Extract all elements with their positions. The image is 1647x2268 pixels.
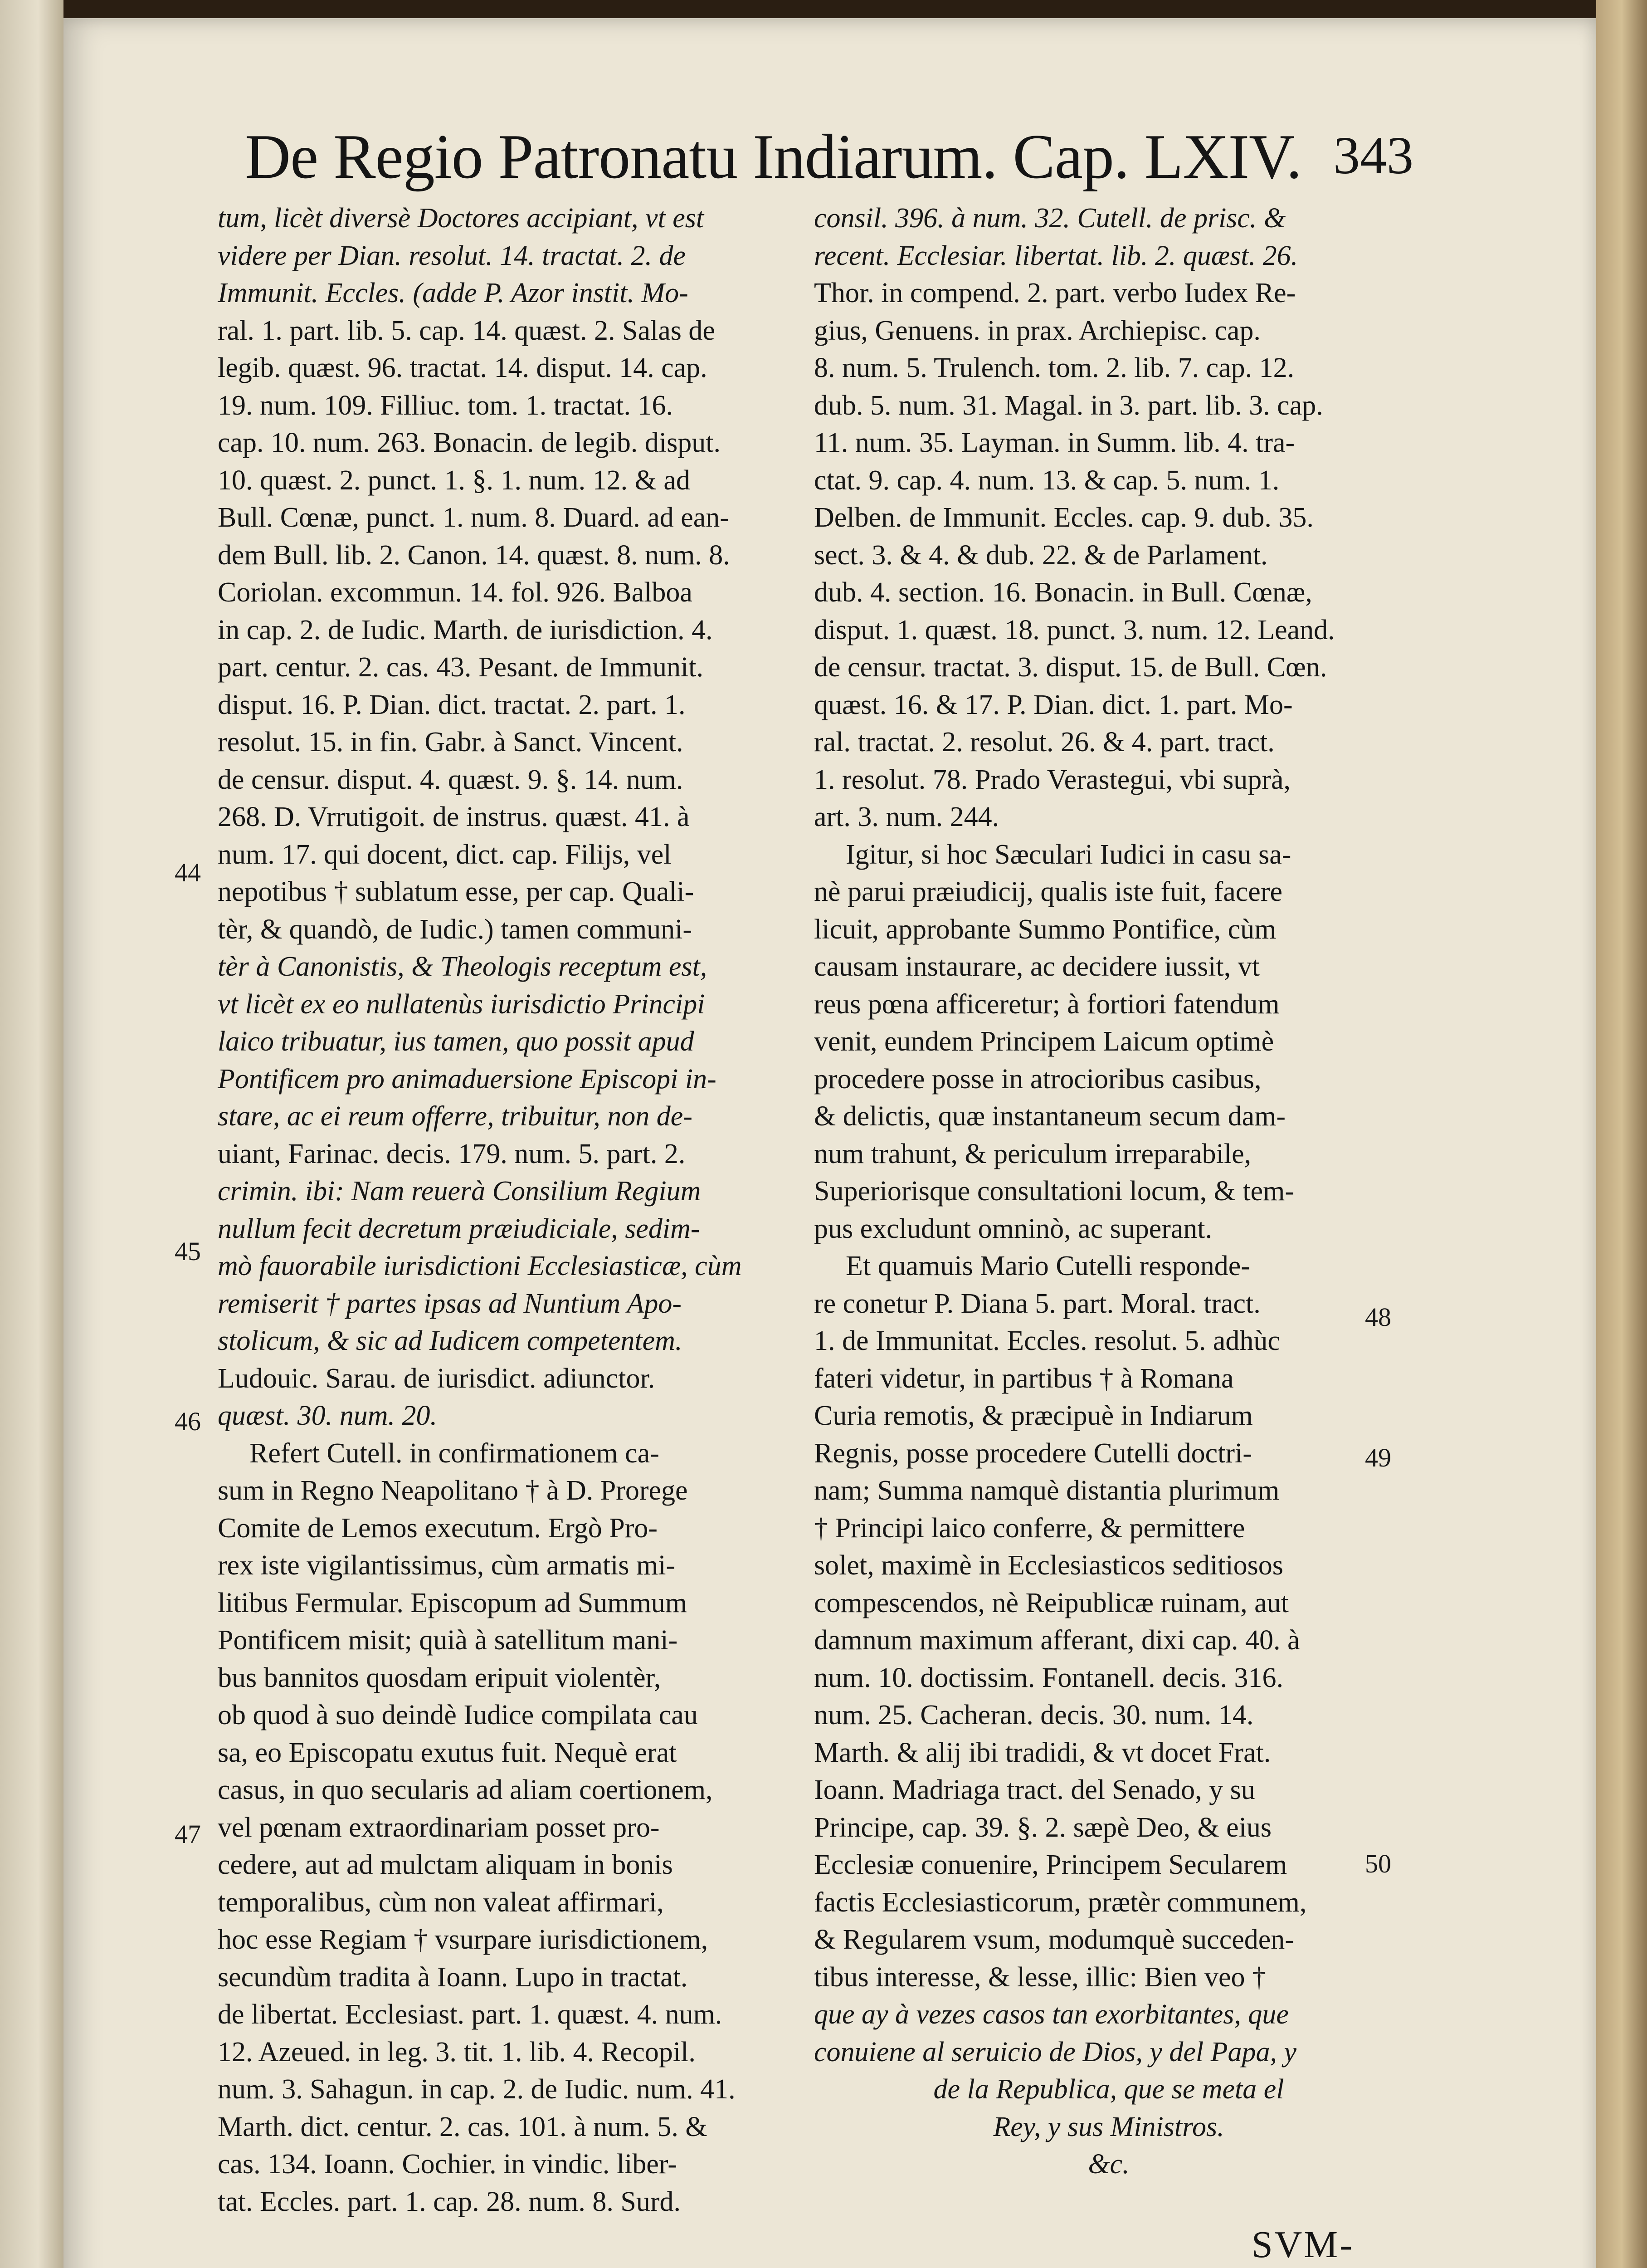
- text-line: venit, eundem Principem Laicum optimè: [814, 1026, 1274, 1057]
- text-line: consil. 396. à num. 32. Cutell. de prisc. &: [814, 203, 1286, 234]
- margin-number-47: 47: [175, 1819, 201, 1849]
- text-line: sa, eo Episcopatu exutus fuit. Nequè erat: [218, 1737, 677, 1768]
- text-line: damnum maximum afferant, dixi cap. 40. à: [814, 1625, 1300, 1656]
- text-line: Refert Cutell. in confirmationem ca-: [249, 1437, 659, 1469]
- text-line: & Regularem vsum, modumquè succeden-: [814, 1924, 1294, 1955]
- text-line: videre per Dian. resolut. 14. tractat. 2. de: [218, 240, 686, 271]
- page-number: 343: [1333, 126, 1413, 185]
- text-line: de la Republica, que se meta el: [933, 2074, 1284, 2105]
- text-line: licuit, approbante Summo Pontifice, cùm: [814, 914, 1277, 945]
- text-line: 8. num. 5. Trulench. tom. 2. lib. 7. cap. 12.: [814, 352, 1295, 383]
- text-line: tibus interesse, & lesse, illic: Bien veo †: [814, 1961, 1266, 1993]
- text-line: pus excludunt omninò, ac superant.: [814, 1213, 1213, 1244]
- text-line: Igitur, si hoc Sæculari Iudici in casu sa-: [846, 839, 1291, 870]
- text-line: legib. quæst. 96. tractat. 14. disput. 14. cap.: [218, 352, 707, 383]
- text-line: ral. 1. part. lib. 5. cap. 14. quæst. 2. Salas de: [218, 315, 715, 346]
- catchword: SVM-: [1252, 2224, 1355, 2266]
- text-line: num. 25. Cacheran. decis. 30. num. 14.: [814, 1700, 1254, 1730]
- page-header: [245, 120, 1469, 211]
- text-line: Thor. in compend. 2. part. verbo Iudex Re-: [814, 278, 1296, 308]
- text-line: in cap. 2. de Iudic. Marth. de iurisdiction. 4.: [218, 614, 713, 645]
- text-line: Bull. Cœnæ, punct. 1. num. 8. Duard. ad ean-: [218, 502, 729, 533]
- text-line: fateri videtur, in partibus † à Romana: [814, 1363, 1234, 1394]
- text-line: Comite de Lemos executum. Ergò Pro-: [218, 1512, 658, 1544]
- text-line: part. centur. 2. cas. 43. Pesant. de Immunit.: [218, 652, 703, 683]
- text-line: tat. Eccles. part. 1. cap. 28. num. 8. Surd.: [218, 2186, 681, 2217]
- text-line: recent. Ecclesiar. libertat. lib. 2. quæst. 26.: [814, 240, 1298, 271]
- margin-number-45: 45: [175, 1237, 201, 1266]
- text-line: † Principi laico conferre, & permittere: [814, 1512, 1245, 1544]
- text-line: Rey, y sus Ministros.: [993, 2111, 1224, 2142]
- text-line: cedere, aut ad mulctam aliquam in bonis: [218, 1849, 673, 1880]
- text-line: Marth. & alij ibi tradidi, & vt docet Frat.: [814, 1737, 1271, 1768]
- text-line: rex iste vigilantissimus, cùm armatis mi-: [218, 1550, 676, 1581]
- text-line: Ioann. Madriaga tract. del Senado, y su: [814, 1774, 1255, 1805]
- text-line: laico tribuatur, ius tamen, quo possit apud: [218, 1026, 694, 1057]
- text-line: Ecclesiæ conuenire, Principem Secularem: [814, 1849, 1287, 1880]
- text-line: dub. 4. section. 16. Bonacin. in Bull. Cœnæ,: [814, 577, 1312, 608]
- text-line: hoc esse Regiam † vsurpare iurisdictionem,: [218, 1924, 708, 1955]
- text-line: Marth. dict. centur. 2. cas. 101. à num. 5. &: [218, 2111, 707, 2142]
- text-line: Coriolan. excommun. 14. fol. 926. Balboa: [218, 577, 692, 608]
- text-line: 1. resolut. 78. Prado Verastegui, vbi suprà,: [814, 764, 1291, 795]
- text-line: disput. 1. quæst. 18. punct. 3. num. 12. Leand.: [814, 614, 1335, 645]
- text-line: que ay à vezes casos tan exorbitantes, que: [814, 1999, 1289, 2030]
- text-line: quæst. 16. & 17. P. Dian. dict. 1. part. Mo-: [814, 689, 1293, 720]
- text-line: sect. 3. & 4. & dub. 22. & de Parlament.: [814, 539, 1268, 571]
- text-line: Principe, cap. 39. §. 2. sæpè Deo, & eius: [814, 1812, 1272, 1843]
- text-line: conuiene al seruicio de Dios, y del Papa, y: [814, 2036, 1297, 2068]
- margin-number-48: 48: [1365, 1302, 1391, 1332]
- text-line: nullum fecit decretum præiudiciale, sedim-: [218, 1213, 700, 1244]
- text-line: num trahunt, & periculum irreparabile,: [814, 1138, 1252, 1169]
- text-line: dub. 5. num. 31. Magal. in 3. part. lib. 3. cap.: [814, 390, 1323, 421]
- text-line: disput. 16. P. Dian. dict. tractat. 2. part. 1.: [218, 689, 686, 720]
- margin-number-49: 49: [1365, 1443, 1391, 1472]
- text-line: de censur. tractat. 3. disput. 15. de Bull. Cœn.: [814, 652, 1327, 683]
- text-line: casus, in quo secularis ad aliam coertionem,: [218, 1774, 713, 1805]
- margin-number-46: 46: [175, 1407, 201, 1436]
- text-line: &c.: [1088, 2149, 1130, 2180]
- text-line: dem Bull. lib. 2. Canon. 14. quæst. 8. num. 8.: [218, 539, 730, 571]
- text-line: litibus Fermular. Episcopum ad Summum: [218, 1587, 687, 1618]
- text-line: crimin. ibi: Nam reuerà Consilium Regium: [218, 1176, 701, 1207]
- text-line: cap. 10. num. 263. Bonacin. de legib. disput.: [218, 427, 721, 458]
- margin-number-44: 44: [175, 858, 201, 887]
- text-line: ctat. 9. cap. 4. num. 13. & cap. 5. num. 1.: [814, 464, 1280, 496]
- text-line: mò fauorabile iurisdictioni Ecclesiasticæ, cùm: [218, 1251, 742, 1281]
- text-line: uiant, Farinac. decis. 179. num. 5. part. 2.: [218, 1138, 686, 1169]
- right-text-column: [814, 200, 1403, 2183]
- text-line: stolicum, & sic ad Iudicem competentem.: [218, 1325, 682, 1356]
- text-line: stare, ac ei reum offerre, tribuitur, non de-: [218, 1101, 692, 1132]
- left-text-column: [218, 200, 807, 2220]
- text-line: gius, Genuens. in prax. Archiepisc. cap.: [814, 315, 1261, 346]
- text-line: art. 3. num. 244.: [814, 802, 999, 832]
- text-line: solet, maximè in Ecclesiasticos seditiosos: [814, 1550, 1283, 1581]
- right-book-edge: [1596, 0, 1647, 2268]
- text-line: reus pœna afficeretur; à fortiori fatendum: [814, 988, 1280, 1020]
- text-line: nepotibus † sublatum esse, per cap. Quali-: [218, 876, 694, 907]
- text-line: de libertat. Ecclesiast. part. 1. quæst. 4. num.: [218, 1999, 722, 2030]
- text-line: tum, licèt diversè Doctores accipiant, vt est: [218, 203, 704, 234]
- margin-number-50: 50: [1365, 1849, 1391, 1878]
- text-line: 11. num. 35. Layman. in Summ. lib. 4. tra-: [814, 427, 1295, 458]
- running-title: De Regio Patronatu Indiarum. Cap. LXIV.: [245, 122, 1302, 192]
- text-line: compescendos, nè Reipublicæ ruinam, aut: [814, 1587, 1289, 1618]
- text-line: 268. D. Vrrutigoit. de instrus. quæst. 41. à: [218, 802, 690, 832]
- text-line: & delictis, quæ instantaneum secum dam-: [814, 1101, 1286, 1132]
- text-line: nam; Summa namquè distantia plurimum: [814, 1475, 1280, 1506]
- text-line: vt licèt ex eo nullatenùs iurisdictio Principi: [218, 988, 705, 1020]
- text-line: Curia remotis, & præcipuè in Indiarum: [814, 1400, 1253, 1431]
- text-line: num. 3. Sahagun. in cap. 2. de Iudic. num. 41.: [218, 2074, 736, 2105]
- text-line: Ludouic. Sarau. de iurisdict. adiunctor.: [218, 1363, 655, 1394]
- text-line: re conetur P. Diana 5. part. Moral. tract.: [814, 1288, 1261, 1319]
- text-line: tèr à Canonistis, & Theologis receptum est,: [218, 951, 707, 982]
- left-page-edge: [0, 0, 63, 2268]
- text-line: remiserit † partes ipsas ad Nuntium Apo-: [218, 1288, 682, 1319]
- text-line: Superiorisque consultationi locum, & tem-: [814, 1176, 1294, 1207]
- text-line: nè parui præiudicij, qualis iste fuit, facere: [814, 876, 1282, 907]
- text-line: num. 17. qui docent, dict. cap. Filijs, vel: [218, 839, 672, 870]
- text-line: procedere posse in atrocioribus casibus,: [814, 1063, 1262, 1095]
- text-line: Delben. de Immunit. Eccles. cap. 9. dub. 35.: [814, 502, 1314, 533]
- text-line: sum in Regno Neapolitano † à D. Prorege: [218, 1475, 688, 1506]
- text-line: temporalibus, cùm non valeat affirmari,: [218, 1887, 664, 1918]
- text-line: Pontificem pro animaduersione Episcopi in-: [218, 1063, 716, 1095]
- text-line: tèr, & quandò, de Iudic.) tamen communi-: [218, 914, 692, 945]
- text-line: ral. tractat. 2. resolut. 26. & 4. part. tract.: [814, 727, 1275, 758]
- text-line: de censur. disput. 4. quæst. 9. §. 14. num.: [218, 764, 683, 795]
- text-line: resolut. 15. in fin. Gabr. à Sanct. Vincent.: [218, 727, 683, 758]
- text-line: Immunit. Eccles. (adde P. Azor instit. Mo-: [218, 278, 688, 308]
- text-line: 19. num. 109. Filliuc. tom. 1. tractat. 16.: [218, 390, 673, 421]
- text-line: 1. de Immunitat. Eccles. resolut. 5. adhùc: [814, 1325, 1280, 1356]
- text-line: causam instaurare, ac decidere iussit, vt: [814, 951, 1260, 982]
- text-line: secundùm tradita à Ioann. Lupo in tractat.: [218, 1961, 688, 1993]
- text-line: Pontificem misit; quià à satellitum mani-: [218, 1625, 678, 1656]
- text-line: quæst. 30. num. 20.: [218, 1400, 437, 1431]
- text-line: bus bannitos quosdam eripuit violentèr,: [218, 1662, 661, 1693]
- text-line: factis Ecclesiasticorum, prætèr communem,: [814, 1887, 1307, 1918]
- text-line: vel pœnam extraordinariam posset pro-: [218, 1812, 660, 1843]
- text-line: cas. 134. Ioann. Cochier. in vindic. liber-: [218, 2149, 677, 2180]
- text-line: 12. Azeued. in leg. 3. tit. 1. lib. 4. Recopil.: [218, 2036, 696, 2068]
- text-line: 10. quæst. 2. punct. 1. §. 1. num. 12. & ad: [218, 464, 690, 496]
- text-line: num. 10. doctissim. Fontanell. decis. 316.: [814, 1662, 1283, 1693]
- text-line: Regnis, posse procedere Cutelli doctri-: [814, 1437, 1252, 1469]
- text-line: ob quod à suo deindè Iudice compilata cau: [218, 1700, 698, 1730]
- text-line: Et quamuis Mario Cutelli responde-: [846, 1251, 1250, 1281]
